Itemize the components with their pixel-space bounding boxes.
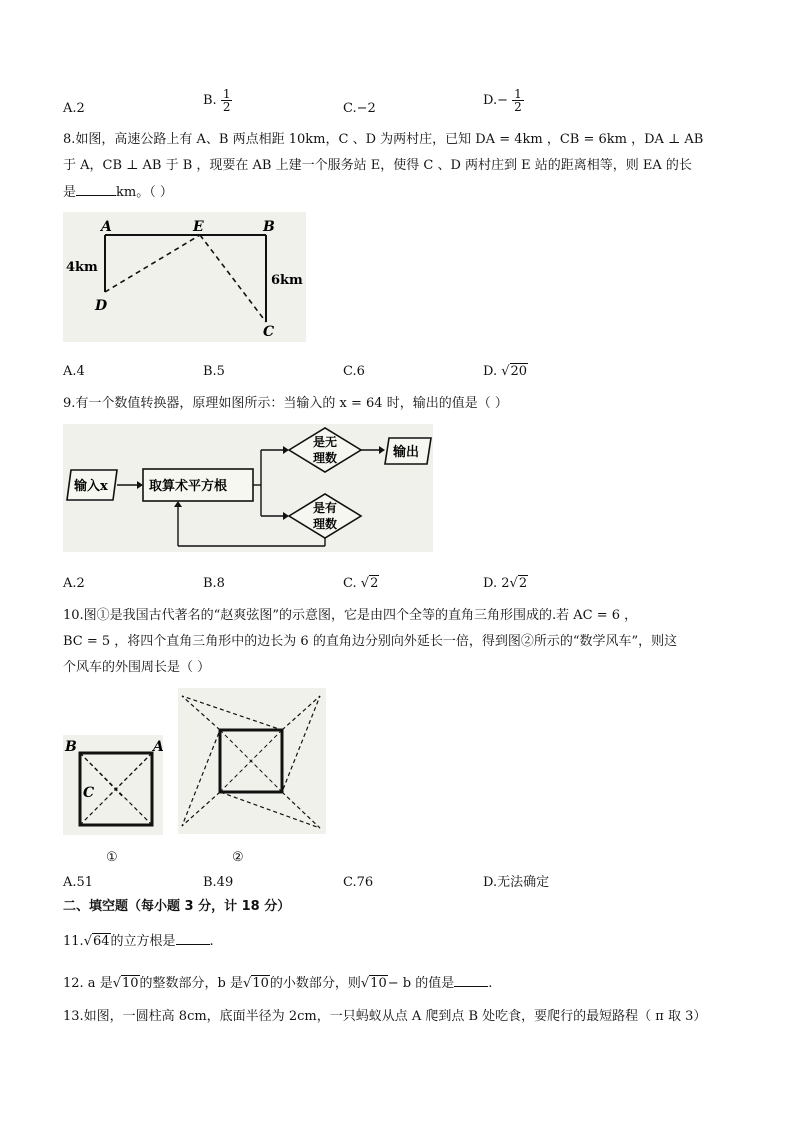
math-windmill-svg [178, 688, 326, 834]
q7-option-c: C.−2 [343, 101, 376, 116]
q9-option-c: C. √2 [343, 576, 379, 591]
zhao-shuang-diagram-svg [63, 735, 163, 835]
q10-option-a: A.51 [63, 875, 94, 890]
q10-option-c: C.76 [343, 875, 374, 890]
q9-option-a: A.2 [63, 576, 85, 591]
label-b: B [65, 739, 77, 755]
q7-option-b: B. $\frac{1}{2}$ [203, 87, 231, 114]
q9-option-b: B.8 [203, 576, 225, 591]
q8-option-d: D. √20 [483, 364, 528, 379]
q8-figure [63, 212, 306, 342]
q9-flowchart-svg [63, 424, 433, 552]
label-6km: 6km [271, 273, 303, 288]
label-c: C [83, 785, 95, 801]
q8-option-c: C.6 [343, 364, 365, 379]
q8-option-b: B.5 [203, 364, 225, 379]
section-heading-fill-in: 二、填空题（每小题 3 分，计 18 分） [63, 899, 291, 914]
q10-text-line3: 个风车的外围周长是（ ） [63, 660, 211, 675]
label-b: B [263, 219, 275, 235]
answer-blank [454, 974, 488, 987]
segment-de [105, 235, 200, 292]
q8-option-a: A.4 [63, 364, 85, 379]
label-c: C [263, 324, 275, 340]
q7-option-d: D.− $\frac{1}{2}$ [483, 87, 522, 114]
label-a: A [153, 739, 163, 755]
q8-text-line3: 是 km。（ ） [63, 185, 173, 200]
sqrt-expression: √64 [83, 934, 110, 949]
answer-blank [176, 932, 210, 945]
segment-ec [200, 235, 266, 322]
fraction: $\frac{1}{2}$ [222, 87, 231, 114]
process-label: 取算术平方根 [149, 479, 228, 494]
sqrt-expression: √2 [509, 576, 528, 591]
fraction: $\frac{1}{2}$ [514, 87, 522, 114]
q9-figure [63, 424, 433, 552]
q12-text: 12. a 是√10的整数部分，b 是√10的小数部分，则√10− b 的值是 . [63, 976, 493, 991]
decision-rational-line2: 理数 [313, 517, 338, 531]
label-a: A [101, 219, 112, 235]
decision-rational-line1: 是有 [313, 501, 338, 515]
figure-2-caption: ② [232, 850, 244, 865]
q10-option-b: B.49 [203, 875, 234, 890]
q9-text-line1: 9.有一个数值转换器，原理如图所示：当输入的 x = 64 时，输出的值是（ ） [63, 396, 508, 411]
label-4km: 4km [66, 260, 98, 275]
q10-option-d: D.无法确定 [483, 875, 550, 890]
sqrt-expression: √2 [360, 576, 379, 591]
q10-text-line2: BC = 5 ，将四个直角三角形中的边长为 6 的直角边分别向外延长一倍，得到图②所示的“数学风车”，则这 [63, 634, 678, 649]
q7-option-a: A.2 [63, 101, 85, 116]
label-d: D [95, 298, 108, 314]
output-label: 输出 [393, 445, 420, 460]
q10-text-line1: 10.图①是我国古代著名的“赵爽弦图”的示意图，它是由四个全等的直角三角形围成的.若 AC = 6 ， [63, 608, 638, 623]
q9-option-d: D. 2√2 [483, 576, 528, 591]
q10-figure-2 [178, 688, 326, 834]
q13-text-line1: 13.如图，一圆柱高 8cm，底面半径为 2cm，一只蚂蚁从点 A 爬到点 B 处吃食，要爬行的最短路程（ π 取 3） [63, 1009, 707, 1024]
q8-text-line1: 8.如图，高速公路上有 A、B 两点相距 10km，C 、D 为两村庄，已知 DA = 4km ，CB = 6km ，DA ⊥ AB [63, 132, 704, 147]
figure-1-caption: ① [106, 850, 118, 865]
label-e: E [193, 219, 204, 235]
sqrt-expression: √20 [501, 364, 528, 379]
q8-diagram-svg [63, 212, 306, 342]
q11-text: 11.√64的立方根是 . [63, 934, 214, 949]
q8-text-line2: 于 A，CB ⊥ AB 于 B ，现要在 AB 上建一个服务站 E，使得 C 、D 两村庄到 E 站的距离相等，则 EA 的长 [63, 158, 692, 173]
decision-irrational-line2: 理数 [313, 451, 338, 465]
input-label: 输入x [74, 479, 108, 494]
decision-irrational-line1: 是无 [313, 435, 338, 449]
q10-figure-1 [63, 735, 163, 835]
sqrt-expression: √10 [112, 976, 139, 991]
answer-blank [76, 183, 116, 196]
sqrt-expression: √10 [243, 976, 269, 991]
sqrt-expression: √10 [360, 976, 387, 991]
